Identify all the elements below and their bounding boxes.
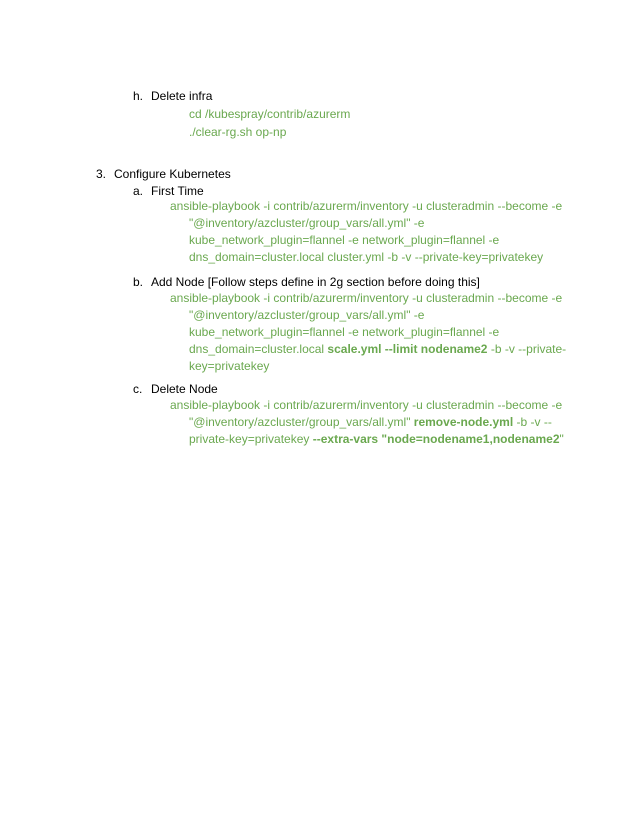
item-a-title: First Time [151,184,204,198]
item-h-title: Delete infra [151,89,213,103]
item-a-command-line-4: dns_domain=cluster.local cluster.yml -b -v --private-key=privatekey [189,250,544,264]
item-c-title: Delete Node [151,382,218,396]
item-c-line-2-suffix: -b -v -- [513,415,552,429]
list-marker-b: b. [133,275,144,289]
item-h-command-1: cd /kubespray/contrib/azurerm [189,107,351,121]
item-a-command-line-3: kube_network_plugin=flannel -e network_plugin=flannel -e [189,233,500,247]
item-b-line-4-bold: scale.yml --limit nodename2 [327,342,488,356]
item-b-command-line-3: kube_network_plugin=flannel -e network_plugin=flannel -e [189,325,500,339]
item-h-command-2: ./clear-rg.sh op-np [189,125,287,139]
item-b-command-line-1: ansible-playbook -i contrib/azurerm/inventory -u clusteradmin --become -e [170,291,563,305]
list-marker-3: 3. [96,167,107,181]
item-b-line-4-suffix: -b -v --private- [487,342,567,356]
item-c-command-line-2 [189,413,552,431]
item-c-line-2-prefix: "@inventory/azcluster/group_vars/all.yml" [189,415,414,429]
list-marker-c: c. [133,382,143,396]
list-marker-a: a. [133,184,144,198]
item-b-command-line-4 [189,340,566,358]
item-c-command-line-3 [189,430,564,448]
item-a-command-line-1: ansible-playbook -i contrib/azurerm/inventory -u clusteradmin --become -e [170,199,563,213]
item-c-line-3-prefix: private-key=privatekey [189,432,313,446]
list-marker-h: h. [133,89,144,103]
item-c-line-3-bold: --extra-vars "node=nodename1,nodename2 [312,432,560,446]
item-c-line-3-suffix: " [559,432,564,446]
item-b-command-line-2: "@inventory/azcluster/group_vars/all.yml" -e [189,308,425,322]
item-a-command-line-2: "@inventory/azcluster/group_vars/all.yml" -e [189,216,425,230]
item-c-command-line-1: ansible-playbook -i contrib/azurerm/inventory -u clusteradmin --become -e [170,398,563,412]
item-b-title: Add Node [Follow steps define in 2g section before doing this] [151,275,480,289]
item-c-line-2-bold: remove-node.yml [413,415,514,429]
item-b-command-line-5: key=privatekey [189,359,270,373]
item-b-line-4-prefix: dns_domain=cluster.local [189,342,328,356]
section-3-title: Configure Kubernetes [114,167,231,181]
